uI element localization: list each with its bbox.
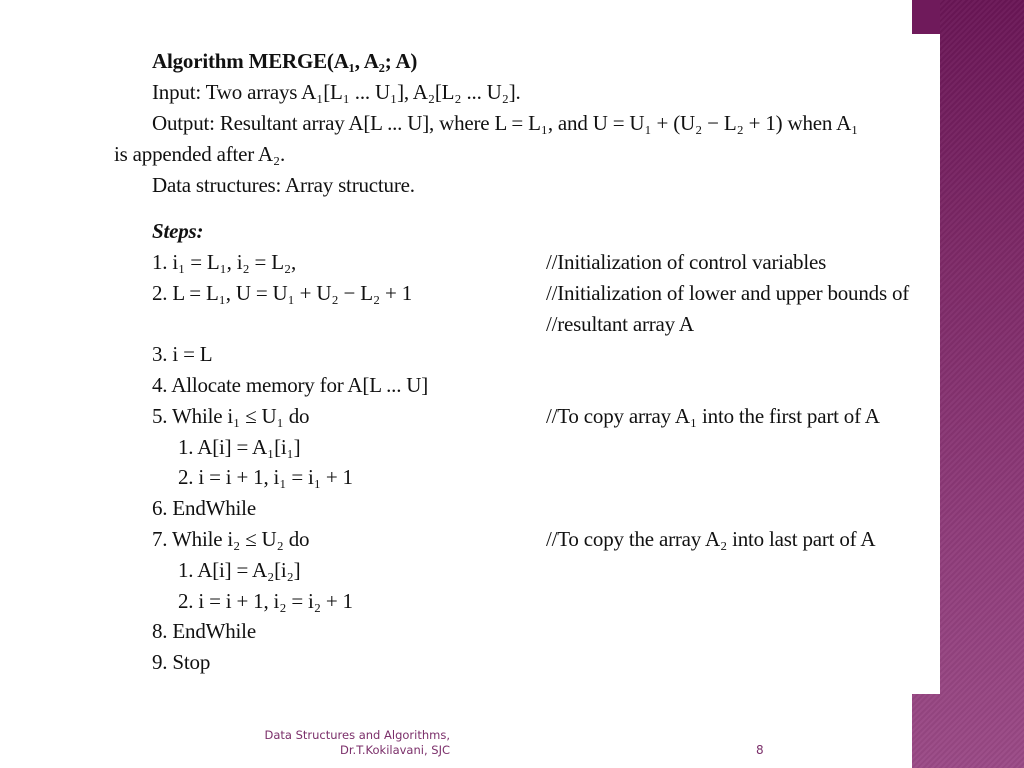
algorithm-output-line2: is appended after A₂. (114, 142, 286, 166)
page-number: 8 (756, 743, 764, 757)
steps-heading: Steps: (152, 219, 204, 243)
step-line: 5. While i₁ ≤ U₁ do (152, 404, 310, 428)
step-line: 2. L = L₁, U = U₁ + U₂ − L₂ + 1 (152, 281, 413, 305)
step-comment: //Initialization of lower and upper bounds of (546, 281, 910, 305)
step-substep: 2. i = i + 1, i₁ = i₁ + 1 (178, 465, 353, 489)
step-comment: //To copy array A₁ into the first part of A (546, 404, 880, 428)
sidebar-notch (912, 0, 940, 34)
step-line: 6. EndWhile (152, 496, 256, 520)
footer-course-line1: Data Structures and Algorithms, (264, 728, 450, 742)
step-line: 8. EndWhile (152, 619, 256, 643)
algorithm-title: Algorithm MERGE(A₁, A₂; A) (152, 49, 418, 73)
footer-course (200, 728, 450, 758)
algorithm-input: Input: Two arrays A₁[L₁ ... U₁], A₂[L₂ ... U₂]. (152, 80, 521, 104)
step-comment: //To copy the array A₂ into last part of A (546, 527, 876, 551)
step-line: 7. While i₂ ≤ U₂ do (152, 527, 310, 551)
step-comment: //Initialization of control variables (546, 250, 827, 274)
step-comment: //resultant array A (546, 312, 694, 336)
step-line: 4. Allocate memory for A[L ... U] (152, 373, 429, 397)
step-line: 9. Stop (152, 650, 211, 674)
step-line: 1. i₁ = L₁, i₂ = L₂, (152, 250, 297, 274)
footer-course-line2: Dr.T.Kokilavani, SJC (340, 743, 450, 757)
step-substep: 1. A[i] = A₂[i₂] (178, 558, 301, 582)
step-substep: 1. A[i] = A₁[i₁] (178, 435, 301, 459)
algorithm-output-line1: Output: Resultant array A[L ... U], where L = L₁, and U = U₁ + (U₂ − L₂ + 1) when A₁ (152, 111, 859, 135)
algorithm-data-structures: Data structures: Array structure. (152, 173, 415, 197)
step-substep: 2. i = i + 1, i₂ = i₂ + 1 (178, 589, 353, 613)
step-line: 3. i = L (152, 342, 213, 366)
algorithm-block (110, 46, 940, 686)
